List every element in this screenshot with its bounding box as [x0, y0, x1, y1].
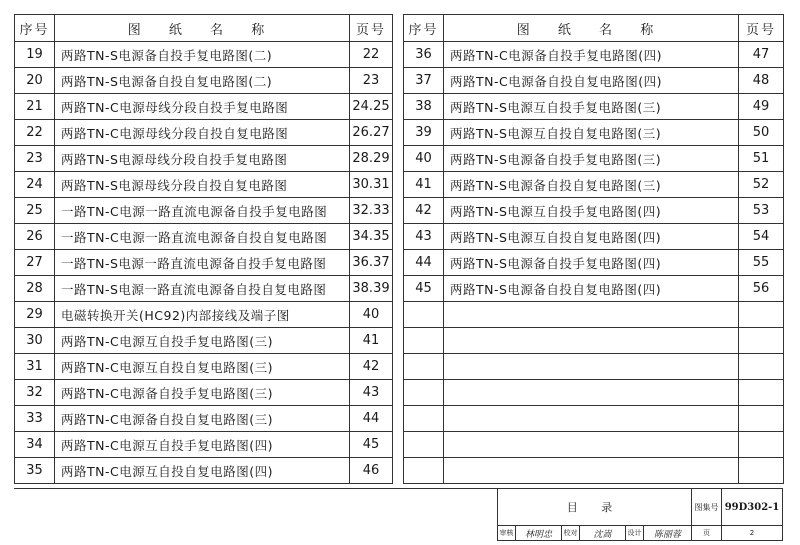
row-number: 21	[15, 94, 55, 120]
row-page	[739, 302, 784, 328]
row-page: 48	[739, 68, 784, 94]
table-row	[404, 120, 784, 146]
row-number: 22	[15, 120, 55, 146]
table-row	[404, 458, 784, 484]
row-page: 30.31	[350, 172, 393, 198]
design-signature: 陈丽蓉	[644, 526, 692, 540]
review-signature: 林明忠	[516, 526, 562, 540]
row-title: 两路TN-S电源备自投自复电路图(四)	[444, 276, 739, 302]
table-row	[404, 406, 784, 432]
row-title: 一路TN-S电源一路直流电源备自投自复电路图	[55, 276, 350, 302]
row-number	[404, 380, 444, 406]
header-row	[404, 15, 784, 42]
row-number: 41	[404, 172, 444, 198]
row-page: 55	[739, 250, 784, 276]
table-row	[404, 198, 784, 224]
table-row	[15, 354, 393, 380]
row-page	[739, 328, 784, 354]
row-number	[404, 458, 444, 484]
row-number: 25	[15, 198, 55, 224]
table-row	[15, 146, 393, 172]
row-title	[444, 458, 739, 484]
row-number: 38	[404, 94, 444, 120]
table-row	[404, 42, 784, 68]
row-page: 32.33	[350, 198, 393, 224]
row-page: 22	[350, 42, 393, 68]
row-title: 两路TN-C电源互自投自复电路图(四)	[55, 458, 350, 484]
table-row	[15, 406, 393, 432]
row-page: 50	[739, 120, 784, 146]
row-title: 电磁转换开关(HC92)内部接线及端子图	[55, 302, 350, 328]
table-row	[15, 94, 393, 120]
check-label: 校对	[562, 526, 580, 540]
row-number: 36	[404, 42, 444, 68]
header-title: 图 纸 名 称	[55, 15, 350, 42]
table-row	[15, 328, 393, 354]
row-page: 53	[739, 198, 784, 224]
row-number: 29	[15, 302, 55, 328]
table-row	[404, 68, 784, 94]
row-number: 33	[15, 406, 55, 432]
row-page: 52	[739, 172, 784, 198]
row-number: 27	[15, 250, 55, 276]
row-number: 35	[15, 458, 55, 484]
row-title: 两路TN-C电源备自投手复电路图(四)	[444, 42, 739, 68]
row-number	[404, 406, 444, 432]
row-page: 45	[350, 432, 393, 458]
row-page: 51	[739, 146, 784, 172]
design-label: 设计	[626, 526, 644, 540]
row-number: 34	[15, 432, 55, 458]
table-row	[404, 354, 784, 380]
title-block-title: 目 录	[498, 489, 692, 526]
row-number: 24	[15, 172, 55, 198]
row-title: 两路TN-C电源母线分段自投自复电路图	[55, 120, 350, 146]
header-page: 页号	[739, 15, 784, 42]
row-title: 两路TN-S电源备自投手复电路图(三)	[444, 146, 739, 172]
row-number: 28	[15, 276, 55, 302]
row-number: 32	[15, 380, 55, 406]
header-num: 序号	[15, 15, 55, 42]
row-page: 44	[350, 406, 393, 432]
table-row	[404, 302, 784, 328]
row-page: 42	[350, 354, 393, 380]
row-title	[444, 302, 739, 328]
row-number: 39	[404, 120, 444, 146]
table-row	[15, 432, 393, 458]
row-page: 34.35	[350, 224, 393, 250]
row-page: 40	[350, 302, 393, 328]
row-number: 19	[15, 42, 55, 68]
row-title	[444, 354, 739, 380]
check-signature: 沈嵩	[580, 526, 626, 540]
row-number: 43	[404, 224, 444, 250]
table-row	[15, 302, 393, 328]
row-title: 一路TN-S电源一路直流电源备自投手复电路图	[55, 250, 350, 276]
row-title: 两路TN-C电源备自投手复电路图(三)	[55, 380, 350, 406]
row-number: 40	[404, 146, 444, 172]
row-page: 49	[739, 94, 784, 120]
row-title: 一路TN-C电源一路直流电源备自投自复电路图	[55, 224, 350, 250]
row-page: 24.25	[350, 94, 393, 120]
row-page: 28.29	[350, 146, 393, 172]
table-row	[15, 458, 393, 484]
row-title: 两路TN-S电源互自投手复电路图(三)	[444, 94, 739, 120]
row-title	[444, 328, 739, 354]
header-page: 页号	[350, 15, 393, 42]
index-table-left	[14, 14, 393, 484]
header-num: 序号	[404, 15, 444, 42]
row-title: 两路TN-S电源母线分段自投手复电路图	[55, 146, 350, 172]
row-number	[404, 302, 444, 328]
index-table-right	[403, 14, 784, 484]
table-row	[15, 224, 393, 250]
row-page: 36.37	[350, 250, 393, 276]
row-title: 两路TN-C电源互自投手复电路图(四)	[55, 432, 350, 458]
table-row	[15, 198, 393, 224]
table-row	[404, 380, 784, 406]
row-title: 两路TN-C电源互自投手复电路图(三)	[55, 328, 350, 354]
row-title: 一路TN-C电源一路直流电源备自投手复电路图	[55, 198, 350, 224]
title-block	[497, 488, 783, 541]
table-row	[15, 42, 393, 68]
row-title	[444, 380, 739, 406]
row-page: 26.27	[350, 120, 393, 146]
row-page	[739, 458, 784, 484]
page-label: 页	[692, 526, 722, 540]
row-page: 23	[350, 68, 393, 94]
header-title: 图 纸 名 称	[444, 15, 739, 42]
row-number	[404, 328, 444, 354]
table-row	[15, 276, 393, 302]
row-title: 两路TN-C电源备自投自复电路图(四)	[444, 68, 739, 94]
table-row	[15, 68, 393, 94]
signature-row	[498, 526, 782, 540]
row-number	[404, 432, 444, 458]
table-row	[15, 172, 393, 198]
table-row	[404, 224, 784, 250]
atlas-number: 99D302-1	[722, 489, 782, 526]
row-title	[444, 406, 739, 432]
row-number: 31	[15, 354, 55, 380]
row-number: 37	[404, 68, 444, 94]
table-row	[404, 250, 784, 276]
row-title: 两路TN-S电源母线分段自投自复电路图	[55, 172, 350, 198]
row-number: 45	[404, 276, 444, 302]
row-page	[739, 380, 784, 406]
row-page: 41	[350, 328, 393, 354]
row-title: 两路TN-S电源备自投自复电路图(二)	[55, 68, 350, 94]
row-number: 26	[15, 224, 55, 250]
table-row	[15, 120, 393, 146]
row-number: 44	[404, 250, 444, 276]
header-row	[15, 15, 393, 42]
row-page	[739, 354, 784, 380]
table-row	[15, 380, 393, 406]
row-page	[739, 432, 784, 458]
row-page: 56	[739, 276, 784, 302]
row-page: 43	[350, 380, 393, 406]
atlas-label: 图集号	[692, 489, 722, 526]
row-page: 47	[739, 42, 784, 68]
row-title: 两路TN-S电源互自投自复电路图(三)	[444, 120, 739, 146]
page-number: 2	[749, 529, 755, 537]
row-title: 两路TN-C电源互自投自复电路图(三)	[55, 354, 350, 380]
table-row	[404, 146, 784, 172]
row-page: 46	[350, 458, 393, 484]
row-title: 两路TN-S电源备自投手复电路图(四)	[444, 250, 739, 276]
table-row	[15, 250, 393, 276]
table-row	[404, 432, 784, 458]
row-number: 20	[15, 68, 55, 94]
row-title: 两路TN-S电源互自投手复电路图(四)	[444, 198, 739, 224]
row-page	[739, 406, 784, 432]
row-title: 两路TN-S电源备自投手复电路图(二)	[55, 42, 350, 68]
row-title: 两路TN-S电源互自投自复电路图(四)	[444, 224, 739, 250]
table-row	[404, 172, 784, 198]
review-label: 审核	[498, 526, 516, 540]
row-number: 30	[15, 328, 55, 354]
row-page: 54	[739, 224, 784, 250]
table-row	[404, 94, 784, 120]
row-title	[444, 432, 739, 458]
table-row	[404, 328, 784, 354]
table-row	[404, 276, 784, 302]
row-title: 两路TN-S电源备自投自复电路图(三)	[444, 172, 739, 198]
row-page: 38.39	[350, 276, 393, 302]
row-title: 两路TN-C电源备自投自复电路图(三)	[55, 406, 350, 432]
row-title: 两路TN-C电源母线分段自投手复电路图	[55, 94, 350, 120]
row-number: 23	[15, 146, 55, 172]
row-number	[404, 354, 444, 380]
row-number: 42	[404, 198, 444, 224]
